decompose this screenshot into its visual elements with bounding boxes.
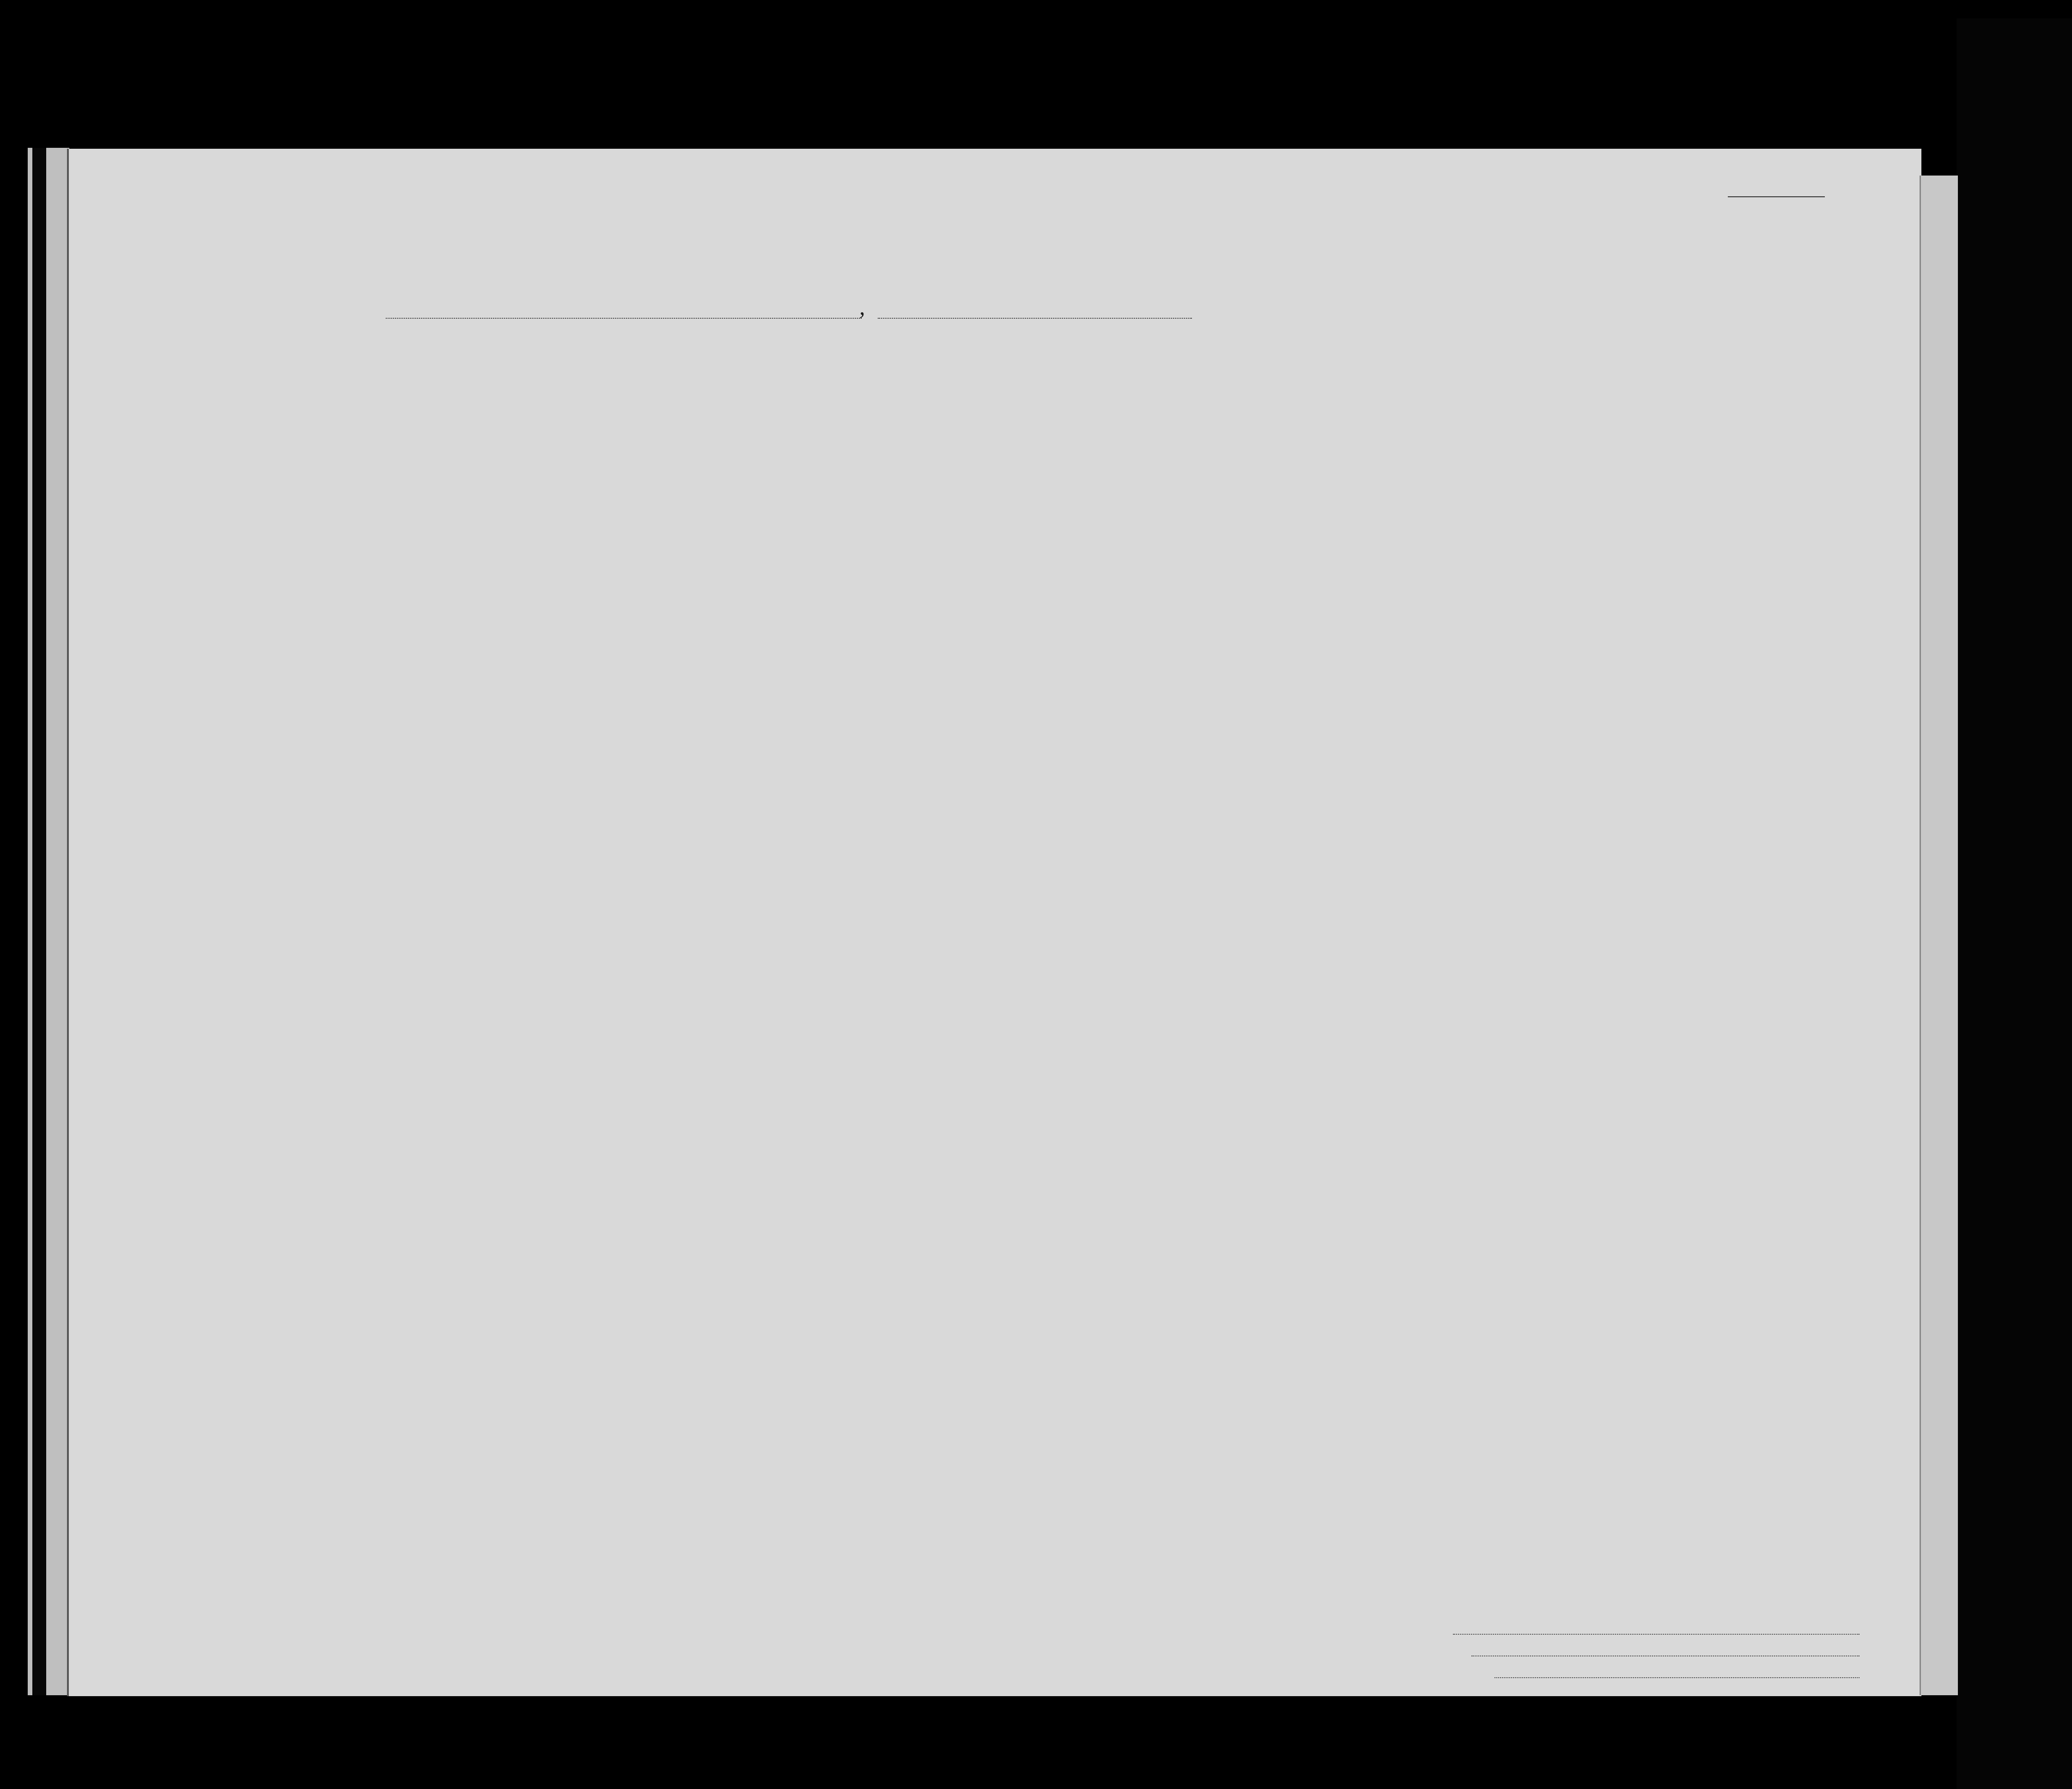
manifest-page [67,149,1921,1696]
port-underline [386,318,862,319]
binding-spine [32,148,46,1695]
footer-agents-rule [1495,1677,1859,1678]
scan-dark-border [1957,18,2072,1789]
next-page-edge [1920,176,1958,1695]
list-underline [1728,196,1825,197]
footer-line-rule [1453,1634,1859,1635]
date-underline [878,318,1192,319]
comma: , [859,294,865,320]
